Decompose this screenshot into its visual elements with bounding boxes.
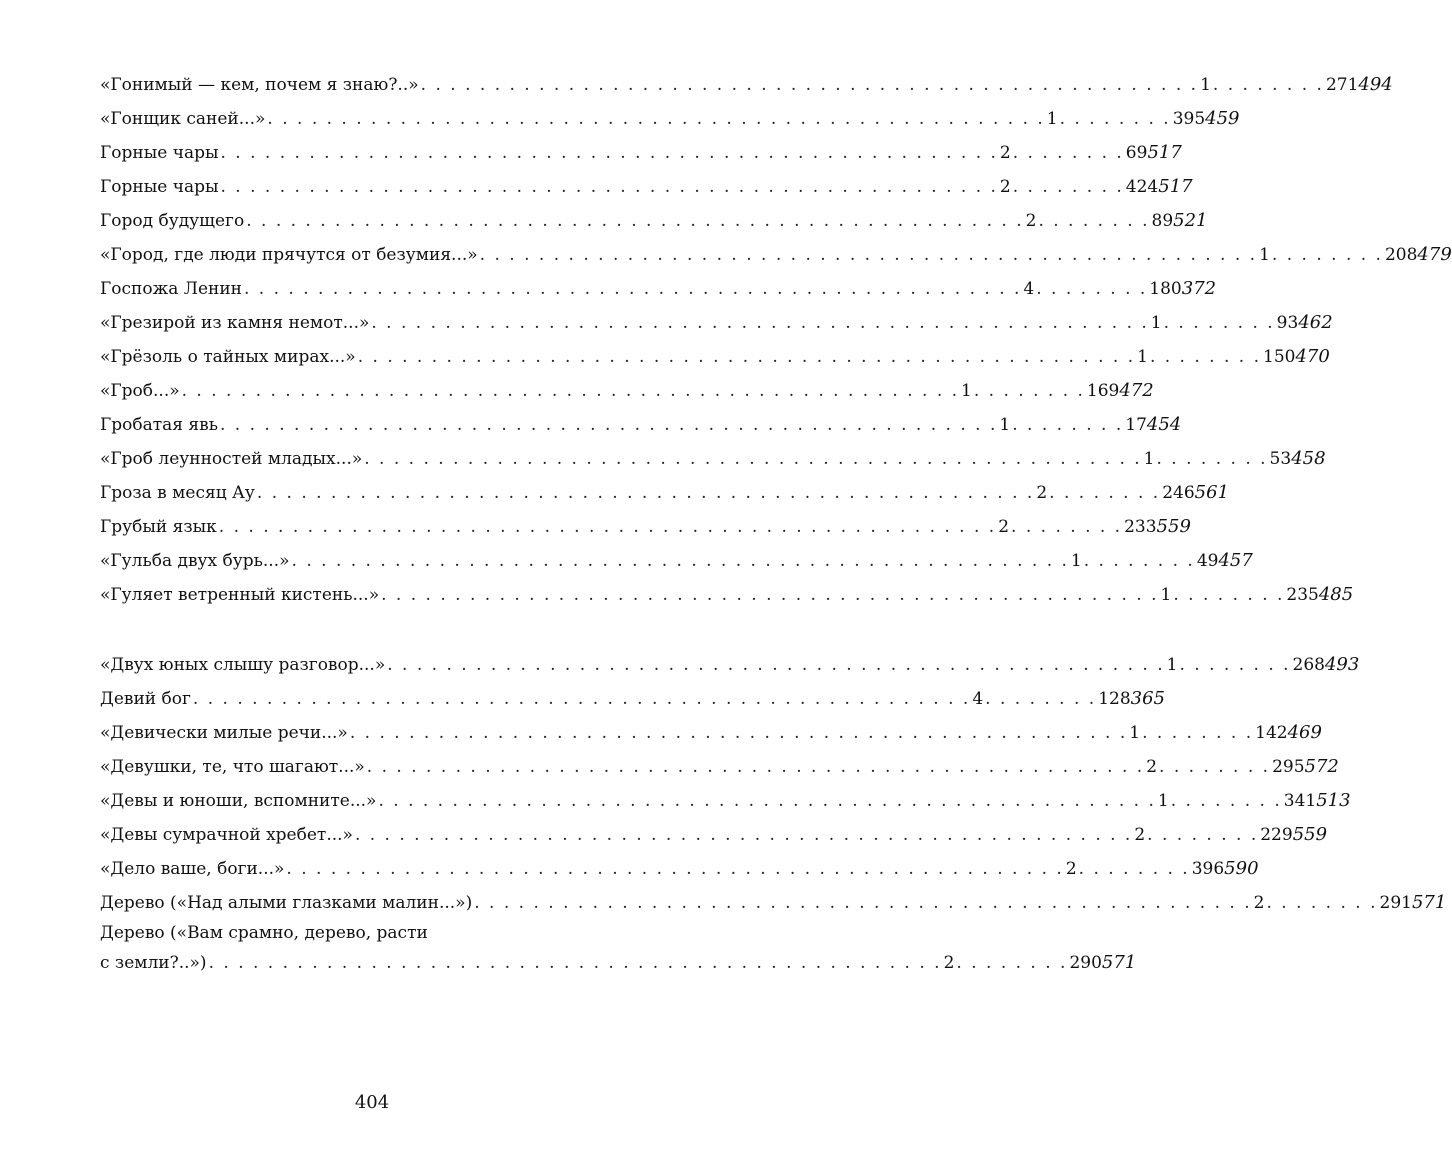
entry-page: 235 bbox=[1286, 585, 1319, 605]
entry-volume: 2 bbox=[1134, 825, 1146, 845]
entry-volume: 1 bbox=[1046, 109, 1058, 129]
dot-leader: . . . . . . . . bbox=[1049, 483, 1161, 503]
dot-leader: . . . . . . . . . . . . . . . . . . . . . . . . . . . . . . . . . . . . . . . . . . . . . . . . . . . . . bbox=[387, 655, 1165, 675]
entry-reference: 559 bbox=[1156, 516, 1191, 537]
entry-volume: 1 bbox=[1143, 449, 1155, 469]
entry-reference: 572 bbox=[1304, 756, 1339, 777]
entry-reference: 485 bbox=[1318, 584, 1354, 605]
dot-leader: . . . . . . . . . . . . . . . . . . . . . . . . . . . . . . . . . . . . . . . . . . . . . . . . . . . . . bbox=[354, 825, 1133, 845]
entry-volume: 2 bbox=[1146, 757, 1158, 777]
entry-volume: 1 bbox=[1150, 313, 1162, 333]
dot-leader: . . . . . . . . . . . . . . . . . . . . . . . . . . . . . . . . . . . . . . . . . . . . . . . . . . . . . bbox=[192, 689, 971, 709]
entry-reference: 457 bbox=[1218, 550, 1253, 571]
entry-volume: 2 bbox=[943, 953, 955, 973]
dot-leader: . . . . . . . . . . . . . . . . . . . . . . . . . . . . . . . . . . . . . . . . . . . . . . . . . . . . . bbox=[420, 75, 1199, 95]
dot-leader: . . . . . . . . bbox=[1266, 893, 1378, 913]
index-entry bbox=[100, 578, 1354, 606]
index-entry bbox=[100, 272, 1217, 300]
entry-title: Грубый язык bbox=[100, 517, 217, 537]
entry-page: 180 bbox=[1149, 279, 1182, 299]
entry-volume: 1 bbox=[961, 381, 972, 401]
entry-page: 89 bbox=[1151, 211, 1174, 231]
entry-title: «Город, где люди прячутся от безумия...» bbox=[100, 245, 478, 265]
entry-title: «Гонимый — кем, почем я знаю?..» bbox=[100, 75, 419, 95]
entry-page: 341 bbox=[1283, 791, 1317, 811]
page-number: 404 bbox=[354, 1092, 390, 1113]
dot-leader: . . . . . . . . . . . . . . . . . . . . . . . . . . . . . . . . . . . . . . . . . . . . . . . . . . . . . bbox=[244, 279, 1022, 299]
dot-leader: . . . . . . . . . . . . . . . . . . . . . . . . . . . . . . . . . . . . . . . . . . . . . . . . . . . . . bbox=[246, 211, 1024, 231]
entry-reference: 458 bbox=[1291, 448, 1326, 469]
entry-title: Город будущего bbox=[100, 211, 245, 231]
entry-page: 233 bbox=[1124, 517, 1157, 537]
dot-leader: . . . . . . . . . . . . . . . . . . . . . . . . . . . . . . . . . . . . . . . . . . . . . . . . . . . . . bbox=[286, 859, 1064, 879]
entry-volume: 1 bbox=[1070, 551, 1082, 571]
entry-volume: 2 bbox=[998, 517, 1010, 537]
entry-reference: 590 bbox=[1224, 858, 1259, 879]
index-entry bbox=[100, 204, 1208, 232]
entry-title: Горные чары bbox=[100, 143, 219, 163]
entry-volume: 4 bbox=[1023, 279, 1035, 299]
dot-leader: . . . . . . . . . . . . . . . . . . . . . . . . . . . . . . . . . . . . . . . . . . . . . . . . . . . . . bbox=[371, 313, 1149, 333]
dot-leader: . . . . . . . . . . . . . . . . . . . . . . . . . . . . . . . . . . . . . . . . . . . . . . . . . . . . . bbox=[381, 585, 1159, 605]
dot-leader: . . . . . . . . bbox=[1012, 177, 1124, 197]
dot-leader: . . . . . . . . . . . . . . . . . . . . . . . . . . . . . . . . . . . . . . . . . . . . . . . . . . . . . bbox=[479, 245, 1258, 265]
index-entry bbox=[100, 374, 1154, 402]
entry-page: 208 bbox=[1384, 245, 1418, 265]
entry-page: 17 bbox=[1125, 415, 1147, 435]
entry-reference: 454 bbox=[1146, 414, 1182, 435]
dot-leader: . . . . . . . . bbox=[1170, 791, 1282, 811]
dot-leader: . . . . . . . . bbox=[1159, 757, 1271, 777]
entry-volume: 2 bbox=[1036, 483, 1048, 503]
entry-volume: 2 bbox=[999, 143, 1011, 163]
entry-reference: 372 bbox=[1181, 278, 1217, 299]
entry-reference: 571 bbox=[1411, 892, 1447, 913]
dot-leader: . . . . . . . . bbox=[1212, 75, 1324, 95]
entry-volume: 1 bbox=[1157, 791, 1169, 811]
entry-title: Госпожа Ленин bbox=[100, 279, 242, 299]
entry-title: «Девы сумрачной хребет...» bbox=[100, 825, 353, 845]
entry-page: 93 bbox=[1276, 313, 1299, 333]
dot-leader: . . . . . . . . . . . . . . . . . . . . . . . . . . . . . . . . . . . . . . . . . . . . . . . . . . bbox=[208, 953, 942, 973]
index-entry bbox=[100, 852, 1259, 880]
index-entry bbox=[100, 510, 1191, 538]
entry-reference: 494 bbox=[1358, 74, 1393, 95]
index-entry bbox=[100, 68, 1393, 96]
entry-reference: 571 bbox=[1101, 952, 1137, 973]
entry-title: «Гонщик саней...» bbox=[100, 109, 266, 129]
entry-title: Дерево («Над алыми глазками малин...») bbox=[100, 893, 473, 913]
entry-page: 128 bbox=[1098, 689, 1131, 709]
index-entry bbox=[100, 750, 1339, 778]
entry-volume: 1 bbox=[1200, 75, 1211, 95]
index-entry bbox=[100, 306, 1333, 334]
entry-title: «Девически милые речи...» bbox=[100, 723, 348, 743]
dot-leader: . . . . . . . . . . . . . . . . . . . . . . . . . . . . . . . . . . . . . . . . . . . . . . . . . . . . . bbox=[366, 757, 1145, 777]
index-entry bbox=[100, 886, 1447, 914]
index-entry bbox=[100, 238, 1452, 266]
entry-title: «Дело ваше, боги...» bbox=[100, 859, 285, 879]
index-entry-last bbox=[100, 946, 1137, 974]
entry-page: 268 bbox=[1292, 655, 1325, 675]
dot-leader: . . . . . . . . . . . . . . . . . . . . . . . . . . . . . . . . . . . . . . . . . . . . . . . . . . . . . bbox=[357, 347, 1136, 367]
dot-leader: . . . . . . . . . . . . . . . . . . . . . . . . . . . . . . . . . . . . . . . . . . . . . . . . . . . . . bbox=[181, 381, 960, 401]
entry-reference: 469 bbox=[1287, 722, 1322, 743]
entry-page: 424 bbox=[1125, 177, 1159, 197]
entry-reference: 521 bbox=[1173, 210, 1208, 231]
dot-leader: . . . . . . . . bbox=[1156, 449, 1268, 469]
dot-leader: . . . . . . . . . . . . . . . . . . . . . . . . . . . . . . . . . . . . . . . . . . . . . . . . . . . . . bbox=[256, 483, 1035, 503]
entry-reference: 459 bbox=[1205, 108, 1240, 129]
entry-title: «Грёзоль о тайных мирах...» bbox=[100, 347, 356, 367]
dot-leader: . . . . . . . . bbox=[1011, 517, 1123, 537]
entry-title: «Грезирой из камня немот...» bbox=[100, 313, 370, 333]
entry-volume: 1 bbox=[1160, 585, 1172, 605]
index-entry bbox=[100, 818, 1328, 846]
dot-leader: . . . . . . . . bbox=[1147, 825, 1259, 845]
dot-leader: . . . . . . . . bbox=[1163, 313, 1275, 333]
entry-title: Девий бог bbox=[100, 689, 191, 709]
dot-leader: . . . . . . . . bbox=[1179, 655, 1291, 675]
entry-page: 395 bbox=[1172, 109, 1206, 129]
dot-leader: . . . . . . . . bbox=[1038, 211, 1150, 231]
entry-reference: 513 bbox=[1316, 790, 1351, 811]
dot-leader: . . . . . . . . bbox=[1012, 415, 1124, 435]
index-entry bbox=[100, 682, 1166, 710]
entry-title: «Гроб...» bbox=[100, 381, 180, 401]
index-entry bbox=[100, 544, 1253, 572]
entry-title: Гробатая явь bbox=[100, 415, 218, 435]
entry-reference: 561 bbox=[1194, 482, 1230, 503]
entry-title: «Гуляет ветренный кистень...» bbox=[100, 585, 380, 605]
dot-leader: . . . . . . . . . . . . . . . . . . . . . . . . . . . . . . . . . . . . . . . . . . . . . . . . . . . . . bbox=[267, 109, 1045, 129]
dot-leader: . . . . . . . . bbox=[1271, 245, 1383, 265]
dot-leader: . . . . . . . . bbox=[1036, 279, 1148, 299]
entry-reference: 493 bbox=[1324, 654, 1360, 675]
entry-title: Горные чары bbox=[100, 177, 219, 197]
dot-leader: . . . . . . . . bbox=[1173, 585, 1285, 605]
dot-leader: . . . . . . . . bbox=[973, 381, 1085, 401]
dot-leader: . . . . . . . . . . . . . . . . . . . . . . . . . . . . . . . . . . . . . . . . . . . . . . . . . . . . . bbox=[218, 517, 997, 537]
entry-page: 246 bbox=[1162, 483, 1195, 503]
dot-leader: . . . . . . . . . . . . . . . . . . . . . . . . . . . . . . . . . . . . . . . . . . . . . . . . . . . . . bbox=[220, 177, 998, 197]
entry-volume: 2 bbox=[1253, 893, 1265, 913]
dot-leader: . . . . . . . . bbox=[1083, 551, 1195, 571]
entry-volume: 1 bbox=[1137, 347, 1148, 367]
dot-leader: . . . . . . . . . . . . . . . . . . . . . . . . . . . . . . . . . . . . . . . . . . . . . . . . . . . . . bbox=[349, 723, 1128, 743]
index-entry bbox=[100, 648, 1360, 676]
index-entry bbox=[100, 716, 1322, 744]
entry-volume: 4 bbox=[972, 689, 984, 709]
index-entry bbox=[100, 408, 1182, 436]
dot-leader: . . . . . . . . . . . . . . . . . . . . . . . . . . . . . . . . . . . . . . . . . . . . . . . . . . . . . bbox=[364, 449, 1142, 469]
dot-leader: . . . . . . . . bbox=[1059, 109, 1171, 129]
entry-page: 142 bbox=[1255, 723, 1288, 743]
entry-title: «Двух юных слышу разговор...» bbox=[100, 655, 386, 675]
entry-page: 169 bbox=[1086, 381, 1120, 401]
entry-volume: 1 bbox=[999, 415, 1011, 435]
entry-volume: 1 bbox=[1259, 245, 1270, 265]
dot-leader: . . . . . . . . bbox=[1078, 859, 1190, 879]
entry-page: 69 bbox=[1125, 143, 1148, 163]
entry-page: 290 bbox=[1069, 953, 1102, 973]
entry-reference: 517 bbox=[1147, 142, 1182, 163]
dot-leader: . . . . . . . . bbox=[985, 689, 1097, 709]
dot-leader: . . . . . . . . . . . . . . . . . . . . . . . . . . . . . . . . . . . . . . . . . . . . . . . . . . . . . bbox=[219, 415, 998, 435]
entry-reference: 479 bbox=[1417, 244, 1452, 265]
entry-page: 150 bbox=[1263, 347, 1296, 367]
entry-title: «Гульба двух бурь...» bbox=[100, 551, 290, 571]
entry-title: «Девушки, те, что шагают...» bbox=[100, 757, 365, 777]
entry-title: «Гроб леунностей младых...» bbox=[100, 449, 363, 469]
dot-leader: . . . . . . . . bbox=[1012, 143, 1124, 163]
entry-volume: 2 bbox=[999, 177, 1011, 197]
entry-reference: 472 bbox=[1119, 380, 1154, 401]
entry-reference: 517 bbox=[1158, 176, 1193, 197]
dot-leader: . . . . . . . . bbox=[1149, 347, 1261, 367]
index-entry bbox=[100, 442, 1326, 470]
dot-leader: . . . . . . . . . . . . . . . . . . . . . . . . . . . . . . . . . . . . . . . . . . . . . . . . . . . . . bbox=[474, 893, 1252, 913]
entry-page: 53 bbox=[1269, 449, 1292, 469]
entry-title: с земли?..») bbox=[100, 953, 207, 973]
entry-volume: 1 bbox=[1129, 723, 1141, 743]
dot-leader: . . . . . . . . bbox=[1142, 723, 1254, 743]
entry-page: 291 bbox=[1379, 893, 1412, 913]
entry-volume: 2 bbox=[1065, 859, 1077, 879]
index-entry bbox=[100, 784, 1351, 812]
index-entry bbox=[100, 102, 1240, 130]
entry-reference: 462 bbox=[1298, 312, 1333, 333]
entry-volume: 1 bbox=[1166, 655, 1178, 675]
index-entry bbox=[100, 170, 1193, 198]
entry-title: Гроза в месяц Ау bbox=[100, 483, 255, 503]
dot-leader: . . . . . . . . bbox=[956, 953, 1068, 973]
entry-page: 295 bbox=[1272, 757, 1305, 777]
entry-title: «Девы и юноши, вспомните...» bbox=[100, 791, 377, 811]
dot-leader: . . . . . . . . . . . . . . . . . . . . . . . . . . . . . . . . . . . . . . . . . . . . . . . . . . . . . bbox=[220, 143, 998, 163]
entry-reference: 559 bbox=[1292, 824, 1328, 845]
dot-leader: . . . . . . . . . . . . . . . . . . . . . . . . . . . . . . . . . . . . . . . . . . . . . . . . . . . . . bbox=[291, 551, 1069, 571]
entry-reference: 470 bbox=[1295, 346, 1330, 367]
index-entry bbox=[100, 136, 1182, 164]
dot-leader: . . . . . . . . . . . . . . . . . . . . . . . . . . . . . . . . . . . . . . . . . . . . . . . . . . . . . bbox=[378, 791, 1156, 811]
entry-volume: 2 bbox=[1025, 211, 1037, 231]
entry-page: 229 bbox=[1260, 825, 1293, 845]
entry-page: 396 bbox=[1191, 859, 1225, 879]
entry-reference: 365 bbox=[1130, 688, 1166, 709]
entry-page: 49 bbox=[1196, 551, 1219, 571]
index-entry bbox=[100, 340, 1330, 368]
index-entry bbox=[100, 476, 1230, 504]
entry-title-line1: Дерево («Вам срамно, дерево, расти bbox=[100, 923, 428, 943]
entry-page: 271 bbox=[1325, 75, 1359, 95]
